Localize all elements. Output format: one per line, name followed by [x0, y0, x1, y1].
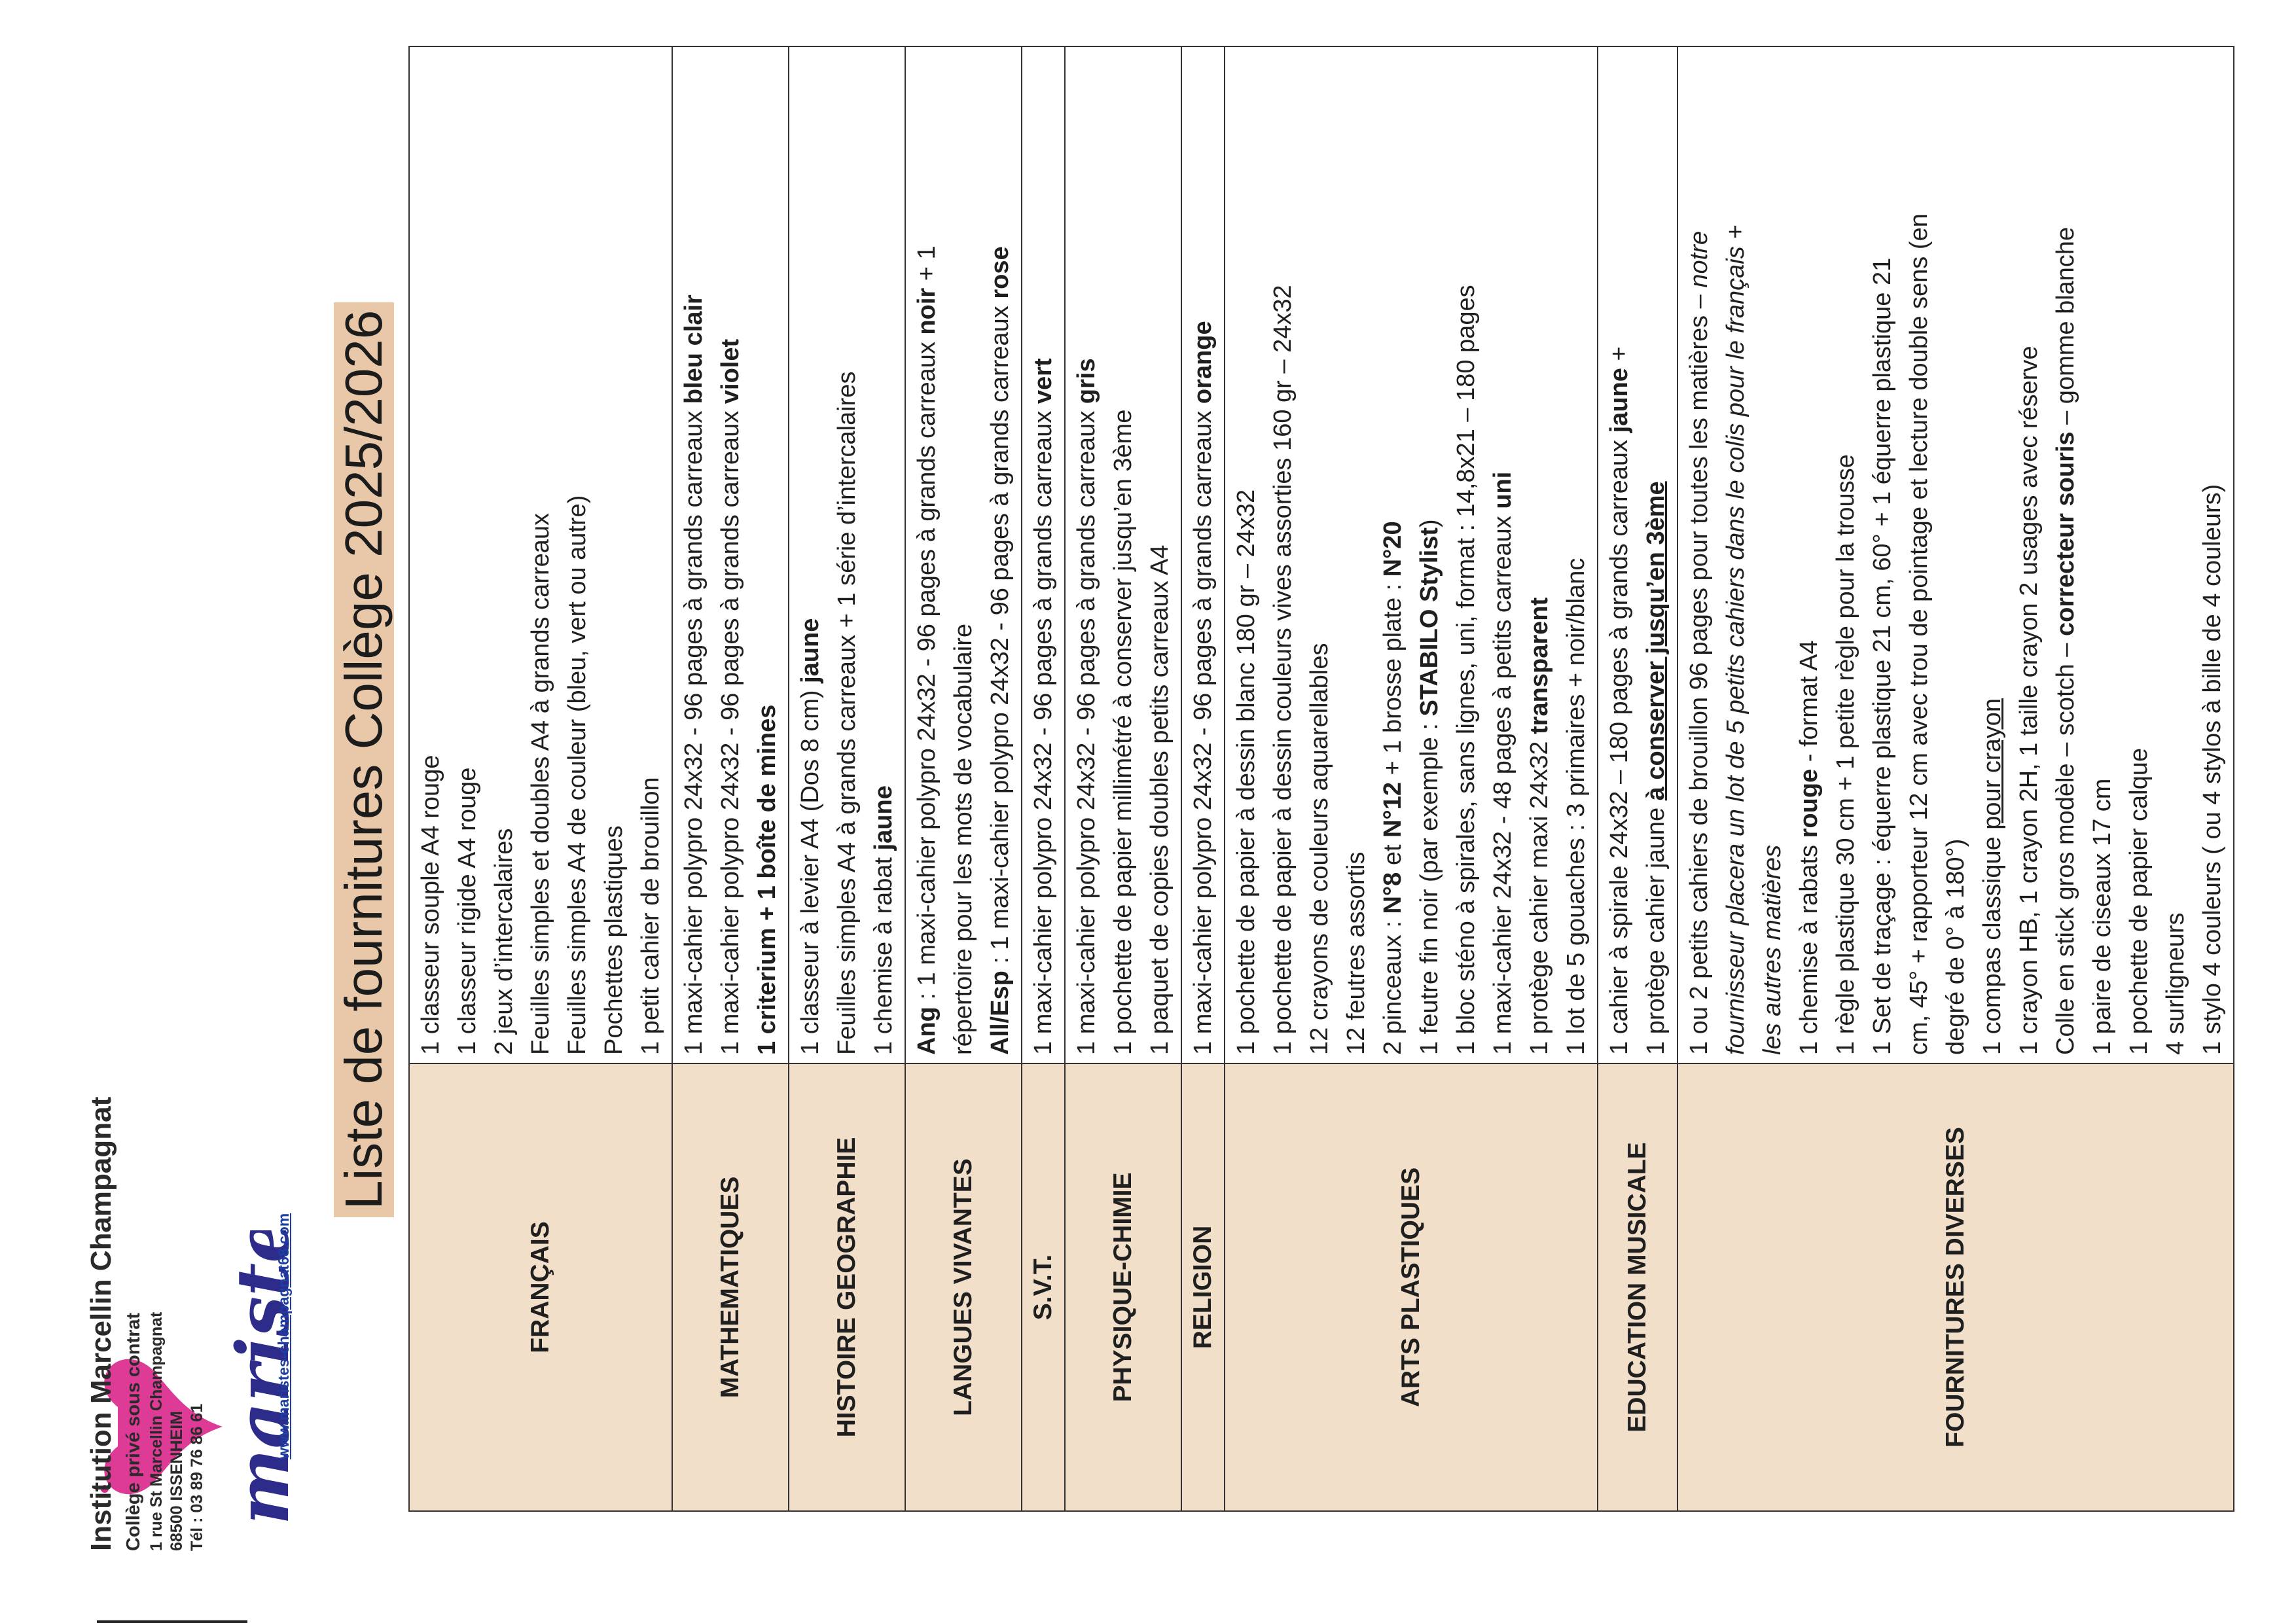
supply-item-text: 12 feutres assortis [1342, 851, 1370, 1055]
supply-item [1827, 55, 1864, 1055]
supply-item-text: N°12 [1379, 782, 1407, 838]
supply-item-text: 1 stylo 4 couleurs ( ou 4 stylos à bille de 4 couleurs) [2198, 484, 2226, 1055]
supply-item-text: 1 paquet de copies doubles petits carreaux A4 [1146, 544, 1174, 1055]
supply-item [1754, 55, 1791, 1055]
supply-item [2157, 55, 2194, 1055]
subject-row [1065, 46, 1181, 1511]
supply-item [1901, 55, 1937, 1055]
supply-item-text: correcteur souris [2052, 431, 2079, 637]
subject-name: FRANÇAIS [409, 1063, 672, 1511]
supply-item [1484, 55, 1521, 1055]
supply-item [865, 55, 902, 1055]
supply-item [749, 55, 785, 1055]
subject-items [1598, 46, 1677, 1063]
supply-item-text: 1 crayon HB, 1 crayon 2H, 1 taille crayon 2 usages avec réserve [2015, 346, 2043, 1055]
subject-row [789, 46, 905, 1511]
supply-item [1521, 55, 1558, 1055]
supply-item-text: STABILO Stylist [1416, 527, 1443, 717]
supply-item [486, 55, 522, 1055]
supply-item-text: notre [1685, 230, 1713, 288]
supply-item-text: 1 ou 2 petits cahiers de brouillon 96 pages pour toutes les matières – [1685, 287, 1713, 1055]
subject-name: HISTOIRE GEOGRAPHIE [789, 1063, 905, 1511]
supply-item-text: 1 maxi-cahier polypro 24x32 - 96 pages à grands carreaux [1030, 404, 1057, 1055]
supply-item-text: 1 bloc sténo à spirales, sans lignes, uni, format : 14,8x21 – 180 pages [1452, 285, 1480, 1055]
supply-item-text: + 1 [913, 245, 941, 288]
supply-item-text: : 1 maxi-cahier polypro 24x32 - 96 pages à grands carreaux [986, 298, 1014, 971]
supply-item [982, 55, 1018, 1055]
supply-item-text: rose [986, 246, 1014, 299]
supply-item [1791, 55, 1827, 1055]
supply-item-text: 1 maxi-cahier 24x32 - 48 pages à petits carreaux [1489, 508, 1516, 1055]
supply-item-text: 1 compas classique [1979, 829, 2006, 1055]
subject-row [1598, 46, 1677, 1511]
supply-item [1185, 55, 1221, 1055]
supply-item-text: Feuilles simples et doubles A4 à grands carreaux [527, 512, 554, 1055]
supply-item [2121, 55, 2157, 1055]
supply-item-text: 4 surligneurs [2162, 912, 2189, 1055]
supply-item-text: 1 maxi-cahier polypro 24x32 - 96 pages à grands carreaux [680, 404, 708, 1055]
logo-text: marist [221, 1262, 295, 1525]
supply-item-text: fournisseur placera un lot de 5 petits cahiers dans le colis pour le français + [1722, 224, 1749, 1055]
supply-item [1558, 55, 1594, 1055]
supply-item-text: 1 règle plastique 30 cm + 1 petite règle pour la trousse [1832, 454, 1859, 1055]
subject-name: FOURNITURES DIVERSES [1677, 1063, 2234, 1511]
supply-item-text: 1 chemise à rabat [870, 850, 897, 1055]
supply-item [2194, 55, 2231, 1055]
supply-item-text: 1 protège cahier jaune [1642, 800, 1670, 1055]
institution-header [85, 1097, 207, 1551]
subject-row [409, 46, 672, 1511]
supply-item-text: 1 lot de 5 gouaches : 3 primaires + noir/blanc [1562, 558, 1590, 1055]
subject-row [1022, 46, 1065, 1511]
supply-item-text: violet [717, 338, 744, 404]
supply-item-text: 1 feutre fin noir (par exemple : [1416, 716, 1443, 1055]
supply-item-text: 1 criterium + 1 boîte de mines [753, 704, 781, 1055]
supply-item [2084, 55, 2121, 1055]
supply-item-text: pour crayon [1979, 698, 2006, 830]
supply-item-text: degré de 0° à 180°) [1942, 838, 1969, 1055]
supply-item-text: 1 petit cahier de brouillon [637, 777, 664, 1055]
supply-list-table [408, 46, 2234, 1512]
supply-item-text: transparent [1526, 597, 1553, 734]
subject-name: PHYSIQUE-CHIMIE [1065, 1063, 1181, 1511]
supply-item [632, 55, 669, 1055]
supply-item-text: uni [1489, 471, 1516, 509]
supply-item [1864, 55, 1901, 1055]
supply-item-text: ) [1416, 519, 1443, 527]
supply-item [792, 55, 829, 1055]
supply-item-text: 1 pochette de papier calque [2125, 747, 2153, 1055]
supply-item [908, 55, 945, 1055]
supply-item-text: 1 maxi-cahier polypro 24x32 - 96 pages à grands carreaux [1189, 404, 1217, 1055]
supply-item-text: 1 pochette de papier à dessin blanc 180 gr – 24x32 [1232, 489, 1260, 1055]
supply-item-text: à conserver jusqu’en 3ème [1642, 481, 1670, 801]
page-title: Liste de fournitures Collège 2025/2026 [334, 302, 394, 1217]
supply-item-text: gris [1073, 358, 1100, 404]
supply-item-text: les autres matières [1759, 844, 1786, 1055]
institution-name: Institution Marcellin Champagnat [85, 1096, 117, 1551]
supply-item [945, 55, 982, 1055]
subject-items [1225, 46, 1598, 1063]
subject-items [1677, 46, 2234, 1063]
supply-item [1374, 55, 1411, 1055]
supply-item [1141, 55, 1178, 1055]
supply-item-text: cm, 45° + rapporteur 12 cm avec trou de pointage et lecture double sens (en [1905, 213, 1933, 1055]
supply-item-text: bleu clair [680, 294, 708, 404]
supply-item-text: 1 pochette de papier millimétré à conserver jusqu’en 3ème [1109, 409, 1137, 1055]
subject-items [1022, 46, 1065, 1063]
supply-item [1638, 55, 1674, 1055]
subject-items [672, 46, 789, 1063]
institution-address [120, 1097, 207, 1551]
institution-status: Collège privé sous contrat [123, 1312, 144, 1551]
supply-item-text: 1 paire de ciseaux 17 cm [2089, 778, 2116, 1055]
supply-item [1301, 55, 1338, 1055]
supply-item-text: jaune [797, 618, 824, 683]
supply-item-text: répertoire pour les mots de vocabulaire [950, 623, 977, 1055]
institution-street: 1 rue St Marcellin Champagnat [147, 1311, 166, 1551]
supply-item [1265, 55, 1301, 1055]
supply-item-text: All/Esp [986, 971, 1014, 1055]
supply-item-text: - format A4 [1795, 640, 1823, 769]
supply-item [1228, 55, 1265, 1055]
supply-item [1717, 55, 1754, 1055]
supply-item [1448, 55, 1484, 1055]
supply-item-text: N°8 [1379, 872, 1407, 914]
supply-item-text: 12 crayons de couleurs aquarellables [1306, 643, 1333, 1055]
institution-phone: Tél : 03 89 76 86 61 [188, 1403, 206, 1551]
supply-item-text: Colle en stick gros modèle – scotch – [2052, 636, 2079, 1055]
supply-item-text: : 1 maxi-cahier polypro 24x32 - 96 pages à grands carreaux [913, 334, 941, 1007]
supply-item-text: + 1 brosse plate : [1379, 577, 1407, 783]
supply-item [1068, 55, 1105, 1055]
supply-item-text: rouge [1795, 768, 1823, 838]
supply-item [1105, 55, 1141, 1055]
supply-item-text: + [1605, 346, 1633, 368]
supply-item [1974, 55, 2011, 1055]
institution-city: 68500 ISSENHEIM [168, 1411, 186, 1551]
supply-item [412, 55, 449, 1055]
supply-item-text: 1 Set de traçage : équerre plastique 21 cm, 60° + 1 équerre plastique 21 [1869, 257, 1896, 1055]
subject-row [1181, 46, 1225, 1511]
supply-item-text: 1 protège cahier maxi 24x32 [1526, 734, 1553, 1055]
supply-item [1411, 55, 1448, 1055]
supply-item [712, 55, 749, 1055]
supply-item [1937, 55, 1974, 1055]
supply-item [675, 55, 712, 1055]
supply-item [596, 55, 632, 1055]
supply-item-text: N°20 [1379, 521, 1407, 577]
subject-name: ARTS PLASTIQUES [1225, 1063, 1598, 1511]
supply-item [829, 55, 865, 1055]
supply-item-text: Pochettes plastiques [600, 825, 628, 1055]
subject-name: LANGUES VIVANTES [905, 1063, 1022, 1511]
subject-name: RELIGION [1181, 1063, 1225, 1511]
supply-item-text: jaune [870, 785, 897, 851]
supply-item-text: 1 pochette de papier à dessin couleurs vives assorties 160 gr – 24x32 [1269, 285, 1297, 1055]
supply-item-text: Feuilles simples A4 de couleur (bleu, vert ou autre) [564, 495, 591, 1055]
supply-item [1681, 55, 1717, 1055]
supply-item-text: 1 chemise à rabats [1795, 838, 1823, 1055]
subject-items [409, 46, 672, 1063]
supply-item-text: orange [1189, 321, 1217, 404]
subject-items [1065, 46, 1181, 1063]
supply-item-text: noir [913, 287, 941, 335]
supply-item-text: 1 classeur souple A4 rouge [417, 755, 444, 1055]
supply-item-text: 1 maxi-cahier polypro 24x32 - 96 pages à grands carreaux [1073, 404, 1100, 1055]
subject-name: EDUCATION MUSICALE [1598, 1063, 1677, 1511]
subject-row [905, 46, 1022, 1511]
supply-item [2011, 55, 2047, 1055]
supply-item-text: Feuilles simples A4 à grands carreaux + 1 série d’intercalaires [833, 371, 861, 1055]
supply-item-text: et [1379, 837, 1407, 872]
subject-row [1677, 46, 2234, 1511]
subject-items [905, 46, 1022, 1063]
supply-item [449, 55, 486, 1055]
supply-item-text: 1 cahier à spirale 24x32 – 180 pages à grands carreaux [1605, 433, 1633, 1055]
supply-item [1025, 55, 1062, 1055]
supply-item-text: jaune [1605, 368, 1633, 433]
supply-item-text: 1 classeur rigide A4 rouge [454, 767, 481, 1055]
supply-item-text: 1 classeur à levier A4 (Dos 8 cm) [797, 683, 824, 1055]
supply-item-text: 2 jeux d’intercalaires [490, 828, 518, 1055]
subject-items [1181, 46, 1225, 1063]
supply-item [1338, 55, 1374, 1055]
supply-item [559, 55, 596, 1055]
supply-item [522, 55, 559, 1055]
supply-item-text: Ang [913, 1007, 941, 1055]
subject-row [1225, 46, 1598, 1511]
subject-row [672, 46, 789, 1511]
supply-item-text: 1 maxi-cahier polypro 24x32 - 96 pages à grands carreaux [717, 404, 744, 1055]
supply-item-text: vert [1030, 358, 1057, 404]
subject-name: S.V.T. [1022, 1063, 1065, 1511]
supply-item-text: 2 pinceaux : [1379, 914, 1407, 1055]
website-link[interactable]: www.maristes-champagnat68.com [275, 1213, 292, 1459]
supply-item [2047, 55, 2084, 1055]
supply-item [1601, 55, 1638, 1055]
header-divider [97, 1620, 247, 1623]
supply-item-text: – gomme blanche [2052, 226, 2079, 432]
subject-name: MATHEMATIQUES [672, 1063, 789, 1511]
subject-items [789, 46, 905, 1063]
